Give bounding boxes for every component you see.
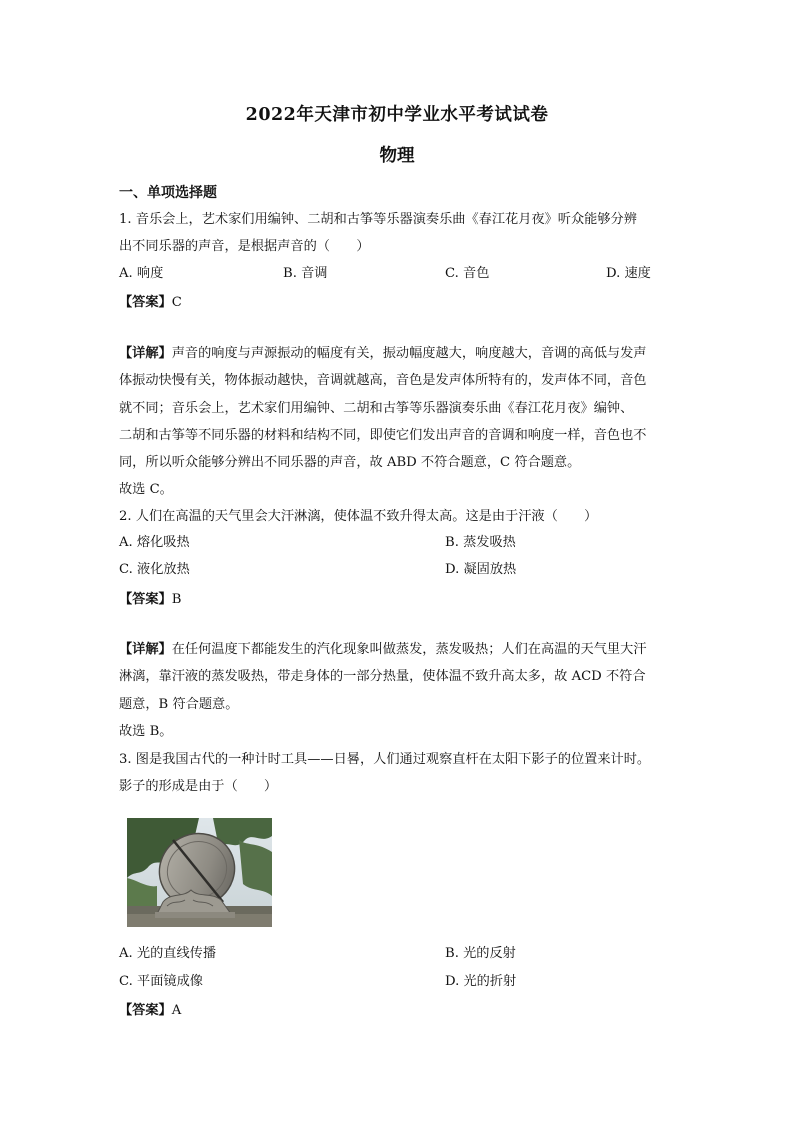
detail-line: 题意，B 符合题意。 [119, 696, 239, 712]
subject-title: 物理 [379, 146, 415, 166]
detail-line [119, 340, 679, 367]
question-1-stem [119, 206, 679, 261]
answer-value: C [171, 295, 182, 310]
stem-line: 出不同乐器的声音，是根据声音的（ ） [119, 239, 370, 255]
stem-line: 1. 音乐会上，艺术家们用编钟、二胡和古筝等乐器演奏乐曲《春江花月夜》听众能够分辨 [119, 212, 637, 227]
q2-option-c: C. 液化放热 [119, 562, 190, 577]
q3-option-b: B. 光的反射 [445, 946, 516, 961]
q1-detail [119, 340, 679, 504]
stem-line: 2. 人们在高温的天气里会大汗淋漓，使体温不致升得太高。这是由于汗液（ ） [119, 509, 598, 524]
detail-line: 淋漓，靠汗液的蒸发吸热，带走身体的一部分热量，使体温不致升高太多，故 ACD 不符合 [119, 669, 646, 685]
exam-title: 2022年天津市初中学业水平考试试卷 [245, 105, 549, 125]
q2-answer [119, 588, 181, 607]
sundial-illustration [127, 818, 272, 927]
answer-value: B [171, 592, 182, 607]
q2-option-a: A. 熔化吸热 [119, 535, 190, 550]
detail-line: 体振动快慢有关，物体振动越快，音调就越高，音色是发声体所特有的，发声体不同，音色 [119, 373, 647, 389]
answer-tag: 【答案】 [119, 1003, 172, 1018]
q1-option-a: A. 响度 [119, 266, 164, 281]
q3-option-c: C. 平面镜成像 [119, 974, 203, 989]
q3-answer [119, 999, 181, 1018]
q3-option-d: D. 光的折射 [445, 974, 517, 989]
detail-text: 在任何温度下都能发生的汽化现象叫做蒸发，蒸发吸热；人们在高温的天气里大汗 [171, 642, 647, 657]
q3-option-a: A. 光的直线传播 [119, 946, 217, 961]
detail-text: 声音的响度与声源振动的幅度有关，振动幅度越大，响度越大，音调的高低与发声 [171, 346, 647, 361]
q2-option-d: D. 凝固放热 [445, 562, 517, 577]
stem-line: 影子的形成是由于（ ） [119, 779, 278, 795]
q1-option-c: C. 音色 [445, 266, 490, 281]
answer-value: A [171, 1003, 182, 1018]
q1-answer [119, 291, 182, 310]
answer-tag: 【答案】 [119, 592, 172, 607]
conclusion: 故选 B。 [119, 723, 173, 739]
section-heading: 一、单项选择题 [119, 185, 217, 201]
sundial-photo [127, 818, 272, 927]
question-3-stem [119, 746, 679, 801]
detail-tag: 【详解】 [119, 642, 172, 657]
q1-option-b: B. 音调 [283, 266, 328, 281]
detail-tag: 【详解】 [119, 346, 172, 361]
detail-line: 二胡和古筝等不同乐器的材料和结构不同，即使它们发出声音的音调和响度一样，音色也不 [119, 427, 647, 443]
detail-line: 就不同；音乐会上，艺术家们用编钟、二胡和古筝等乐器演奏乐曲《春江花月夜》编钟、 [119, 400, 634, 416]
conclusion: 故选 C。 [119, 482, 173, 498]
question-2-stem [119, 503, 679, 530]
answer-tag: 【答案】 [119, 295, 172, 310]
q1-option-d: D. 速度 [606, 266, 651, 281]
detail-line: 同，所以听众能够分辨出不同乐器的声音，故 ABD 不符合题意，C 符合题意。 [119, 455, 581, 471]
q2-detail [119, 636, 679, 745]
q2-option-b: B. 蒸发吸热 [445, 535, 516, 550]
detail-line [119, 636, 679, 663]
stem-line: 3. 图是我国古代的一种计时工具——日晷，人们通过观察直杆在太阳下影子的位置来计时。 [119, 752, 651, 767]
